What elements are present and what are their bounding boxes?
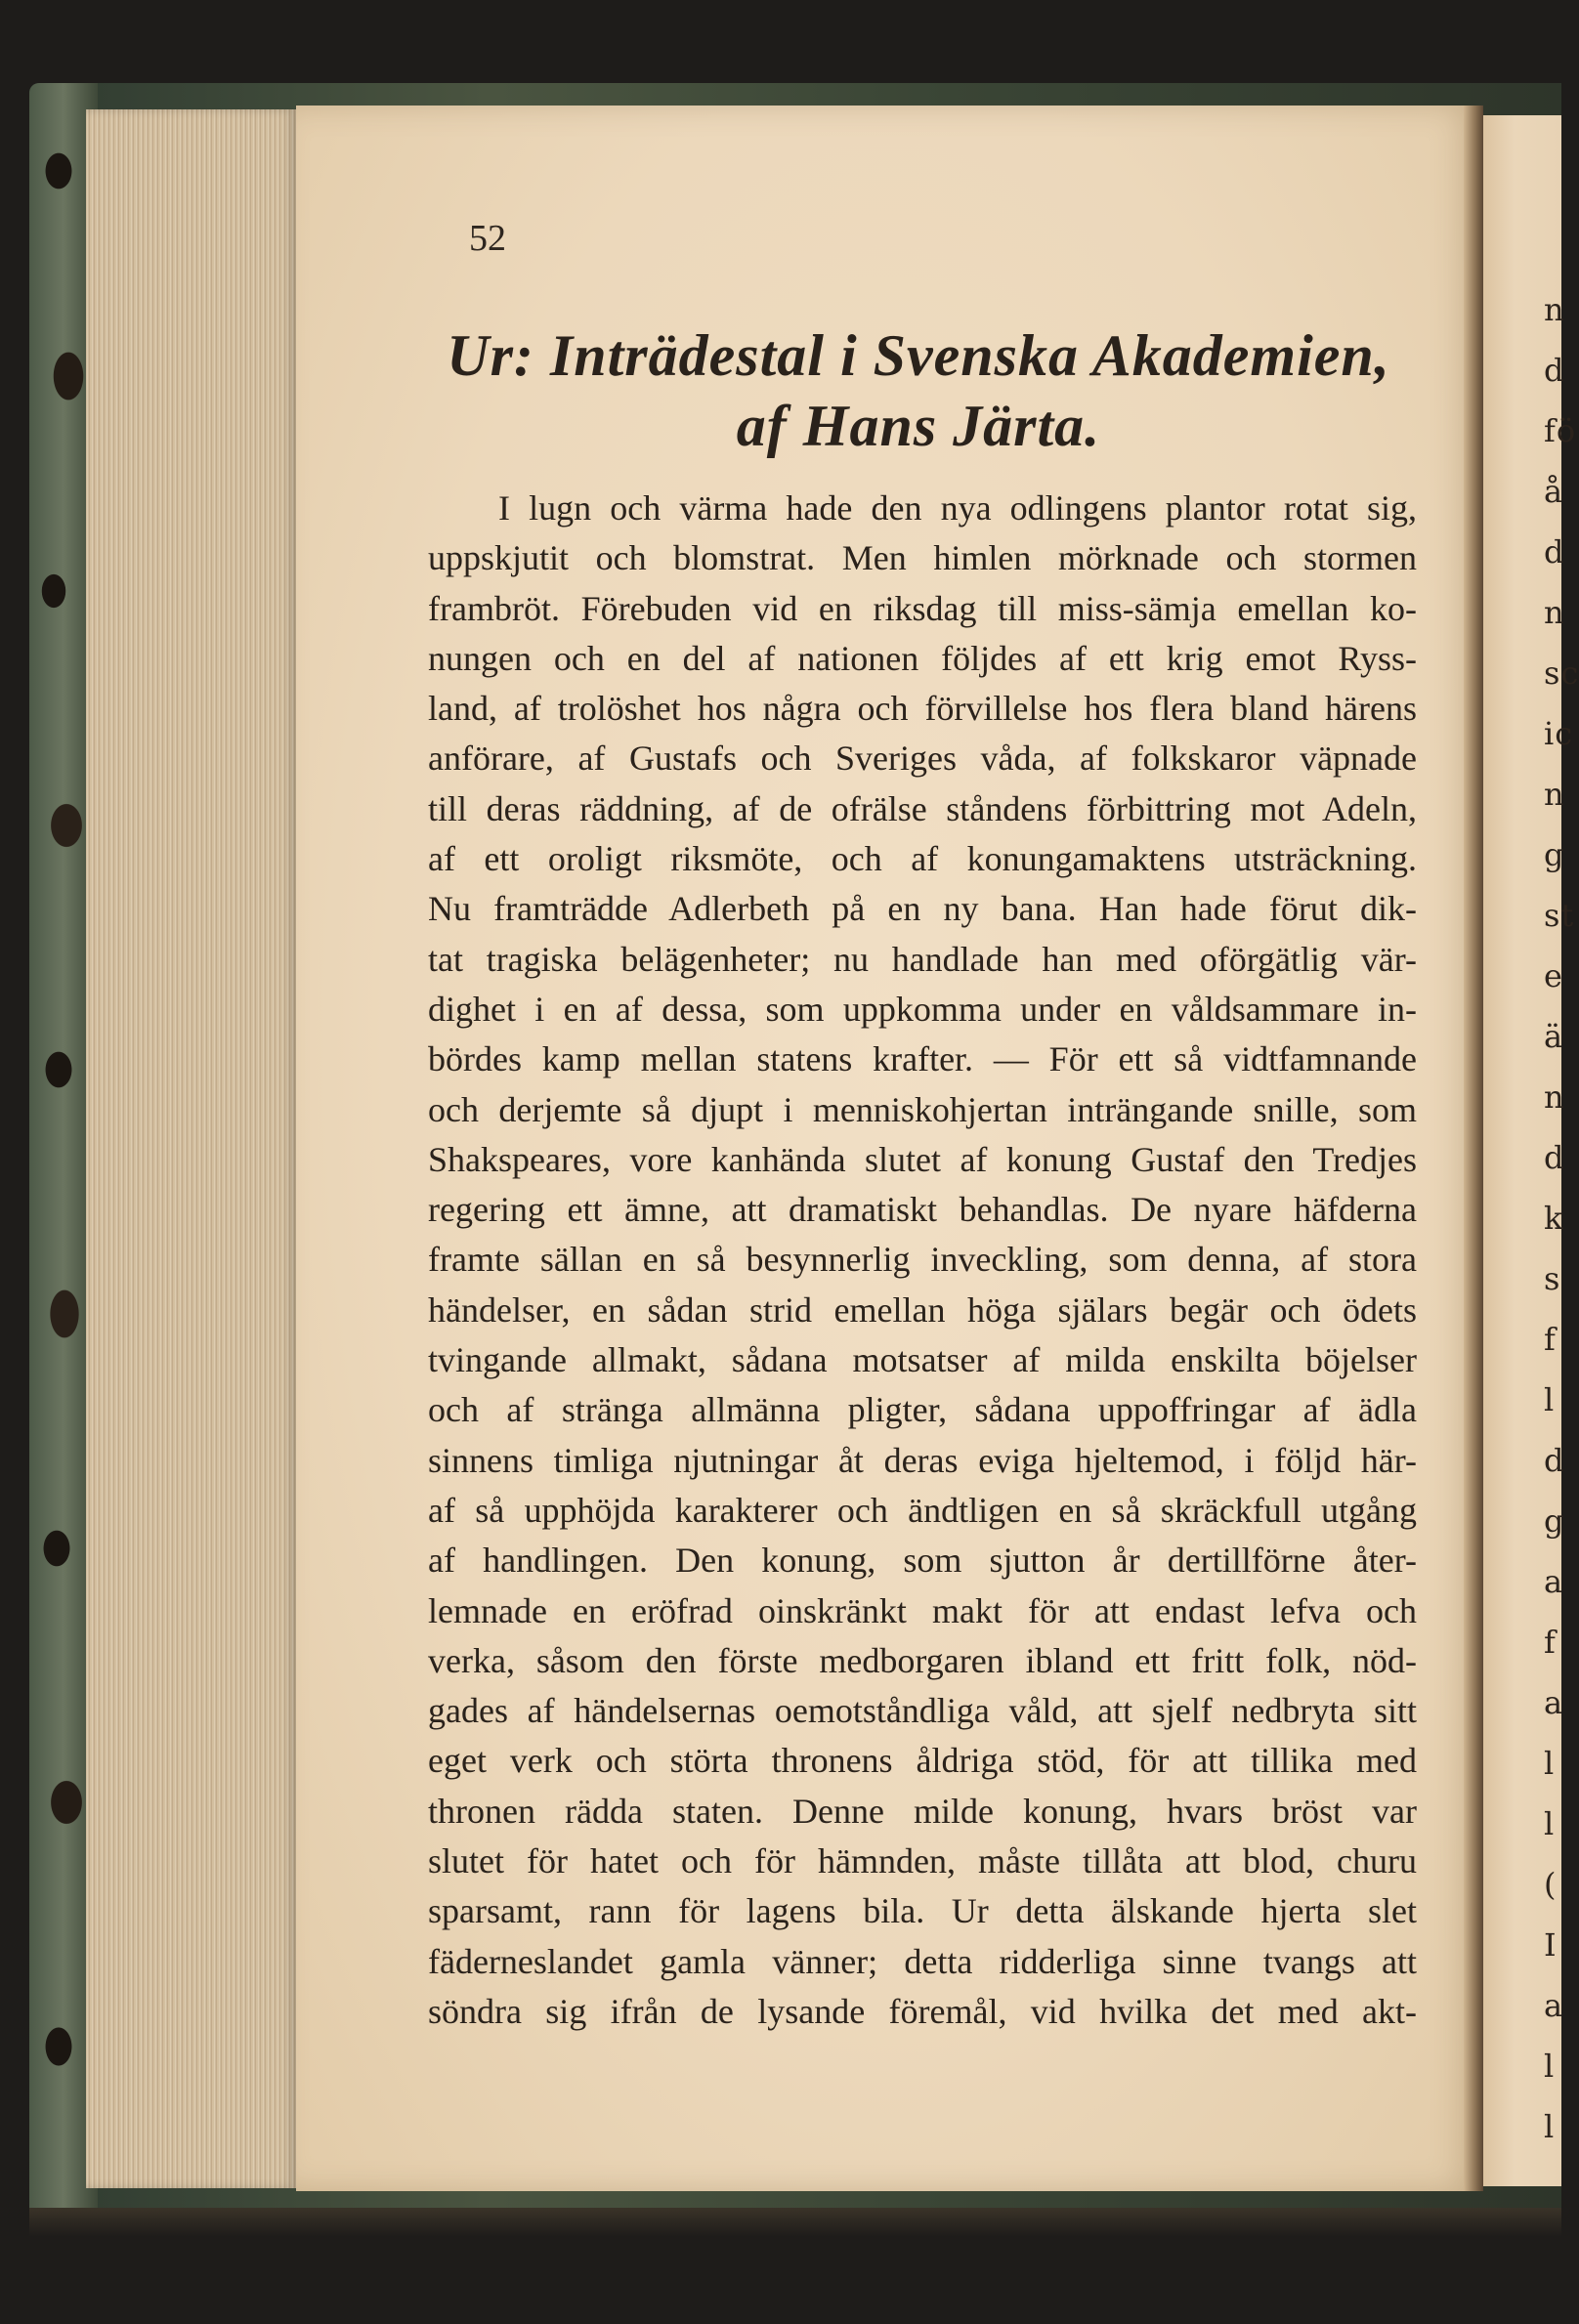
facing-page-fragment: l	[1544, 1745, 1556, 1782]
section-heading: Ur: Inträdestal i Svenska Akademien,	[447, 323, 1390, 388]
text-line: verka, såsom den förste medborgaren ibland ett fritt folk, nöd-	[428, 1640, 1417, 1680]
facing-page-fragment: å	[1544, 473, 1564, 510]
text-line: fäderneslandet gamla vänner; detta ridderliga sinne tvangs att	[428, 1941, 1417, 1981]
text-line: frambröt. Förebuden vid en riksdag till miss-sämja emellan ko-	[428, 588, 1417, 628]
text-line: händelser, en sådan strid emellan höga själars begär och ödets	[428, 1289, 1417, 1330]
text-line: af ett oroligt riksmöte, och af konungamaktens utsträckning.	[428, 839, 1417, 879]
text-line: land, af trolöshet hos några och förvillelse hos flera bland härens	[428, 689, 1417, 729]
body-text	[428, 484, 1417, 2037]
page-number: 52	[469, 218, 506, 259]
facing-page-fragment: fö	[1544, 412, 1577, 449]
facing-page-fragment: n	[1544, 291, 1565, 328]
text-line: nungen och en del af nationen följdes af ett krig emot Ryss-	[428, 638, 1417, 678]
text-line: sinnens timliga njutningar åt deras eviga hjeltemod, i följd här-	[428, 1440, 1417, 1480]
facing-page-fragment: a	[1544, 1563, 1564, 1600]
facing-page-fragment: (	[1544, 1866, 1558, 1903]
facing-page-fragment: l	[1544, 1381, 1556, 1418]
facing-page-fragment: st	[1544, 897, 1575, 934]
facing-page-fragment: g	[1544, 1502, 1565, 1540]
facing-page-fragment: ä	[1544, 1018, 1564, 1055]
book-gutter	[1464, 106, 1483, 2191]
facing-page-fragment: d	[1544, 1442, 1565, 1479]
text-line: dighet i en af dessa, som uppkomma under en våldsammare in-	[428, 989, 1417, 1029]
facing-page-fragment: ic	[1544, 715, 1574, 752]
text-line: af så upphöjda karakterer och ändtligen en så skräckfull utgång	[428, 1490, 1417, 1530]
facing-page-fragment: d	[1544, 533, 1565, 570]
background-surface	[29, 2208, 1561, 2237]
facing-page-edge	[1483, 115, 1579, 2186]
text-line: I lugn och värma hade den nya odlingens plantor rotat sig,	[498, 488, 1417, 528]
facing-page-fragment: d	[1544, 1139, 1565, 1176]
text-line: af handlingen. Den konung, som sjutton år dertillförne åter-	[428, 1541, 1417, 1581]
facing-page-fragment: d	[1544, 352, 1565, 389]
facing-page-fragment: a	[1544, 1987, 1564, 2024]
text-line: tat tragiska belägenheter; nu handlade han med oförgätlig vär-	[428, 939, 1417, 979]
text-line: lemnade en eröfrad oinskränkt makt för att endast lefva och	[428, 1590, 1417, 1630]
text-line: anförare, af Gustafs och Sveriges våda, af folkskaror väpnade	[428, 739, 1417, 779]
facing-page-fragment: f	[1544, 1624, 1557, 1661]
text-line: thronen rädda staten. Denne milde konung, hvars bröst var	[428, 1791, 1417, 1831]
text-line: till deras räddning, af de ofrälse ståndens förbittring mot Adeln,	[428, 788, 1417, 828]
facing-page-fragment: e	[1544, 957, 1563, 994]
facing-page-fragment: g	[1544, 836, 1565, 873]
facing-page-fragment: n	[1544, 594, 1565, 631]
text-line: tvingande allmakt, sådana motsatser af milda enskilta böjelser	[428, 1340, 1417, 1380]
text-line: och derjemte så djupt i menniskohjertan inträngande snille, som	[428, 1089, 1417, 1129]
facing-page-fragment: f	[1544, 1321, 1557, 1358]
facing-page-fragment: n	[1544, 776, 1565, 813]
facing-page-fragment: a	[1544, 1684, 1564, 1721]
facing-page-fragment: l	[1544, 1805, 1556, 1842]
text-line: framte sällan en så besynnerlig inveckling, som denna, af stora	[428, 1240, 1417, 1280]
facing-page-fragment: k	[1544, 1200, 1564, 1237]
text-line: sparsamt, rann för lagens bila. Ur detta älskande hjerta slet	[428, 1891, 1417, 1931]
facing-page-fragment: I	[1544, 1926, 1558, 1964]
text-line: eget verk och störta thronens åldriga stöd, för att tillika med	[428, 1741, 1417, 1781]
text-line: slutet för hatet och för hämnden, måste tillåta att blod, churu	[428, 1841, 1417, 1881]
text-line: bördes kamp mellan statens krafter. — För ett så vidtfamnande	[428, 1039, 1417, 1079]
text-line: söndra sig ifrån de lysande föremål, vid hvilka det med akt-	[428, 1991, 1417, 2031]
text-line: Shakspeares, vore kanhända slutet af konung Gustaf den Tredjes	[428, 1139, 1417, 1179]
facing-page-fragment: sc	[1544, 655, 1579, 692]
text-line: regering ett ämne, att dramatiskt behandlas. De nyare häfderna	[428, 1190, 1417, 1230]
text-line: gades af händelsernas oemotståndliga våld, att sjelf nedbryta sitt	[428, 1691, 1417, 1731]
text-line: uppskjutit och blomstrat. Men himlen mörknade och stormen	[428, 538, 1417, 578]
facing-page-fragment: s	[1544, 1260, 1561, 1297]
section-heading-author: af Hans Järta.	[736, 394, 1101, 458]
text-line: Nu framträdde Adlerbeth på en ny bana. Han hade förut dik-	[428, 889, 1417, 929]
facing-page-fragment: l	[1544, 2048, 1556, 2085]
page-edges	[86, 109, 296, 2188]
facing-page-fragment: l	[1544, 2108, 1556, 2145]
text-line: och af stränga allmänna pligter, sådana uppoffringar af ädla	[428, 1390, 1417, 1430]
facing-page-fragment: n	[1544, 1078, 1565, 1116]
